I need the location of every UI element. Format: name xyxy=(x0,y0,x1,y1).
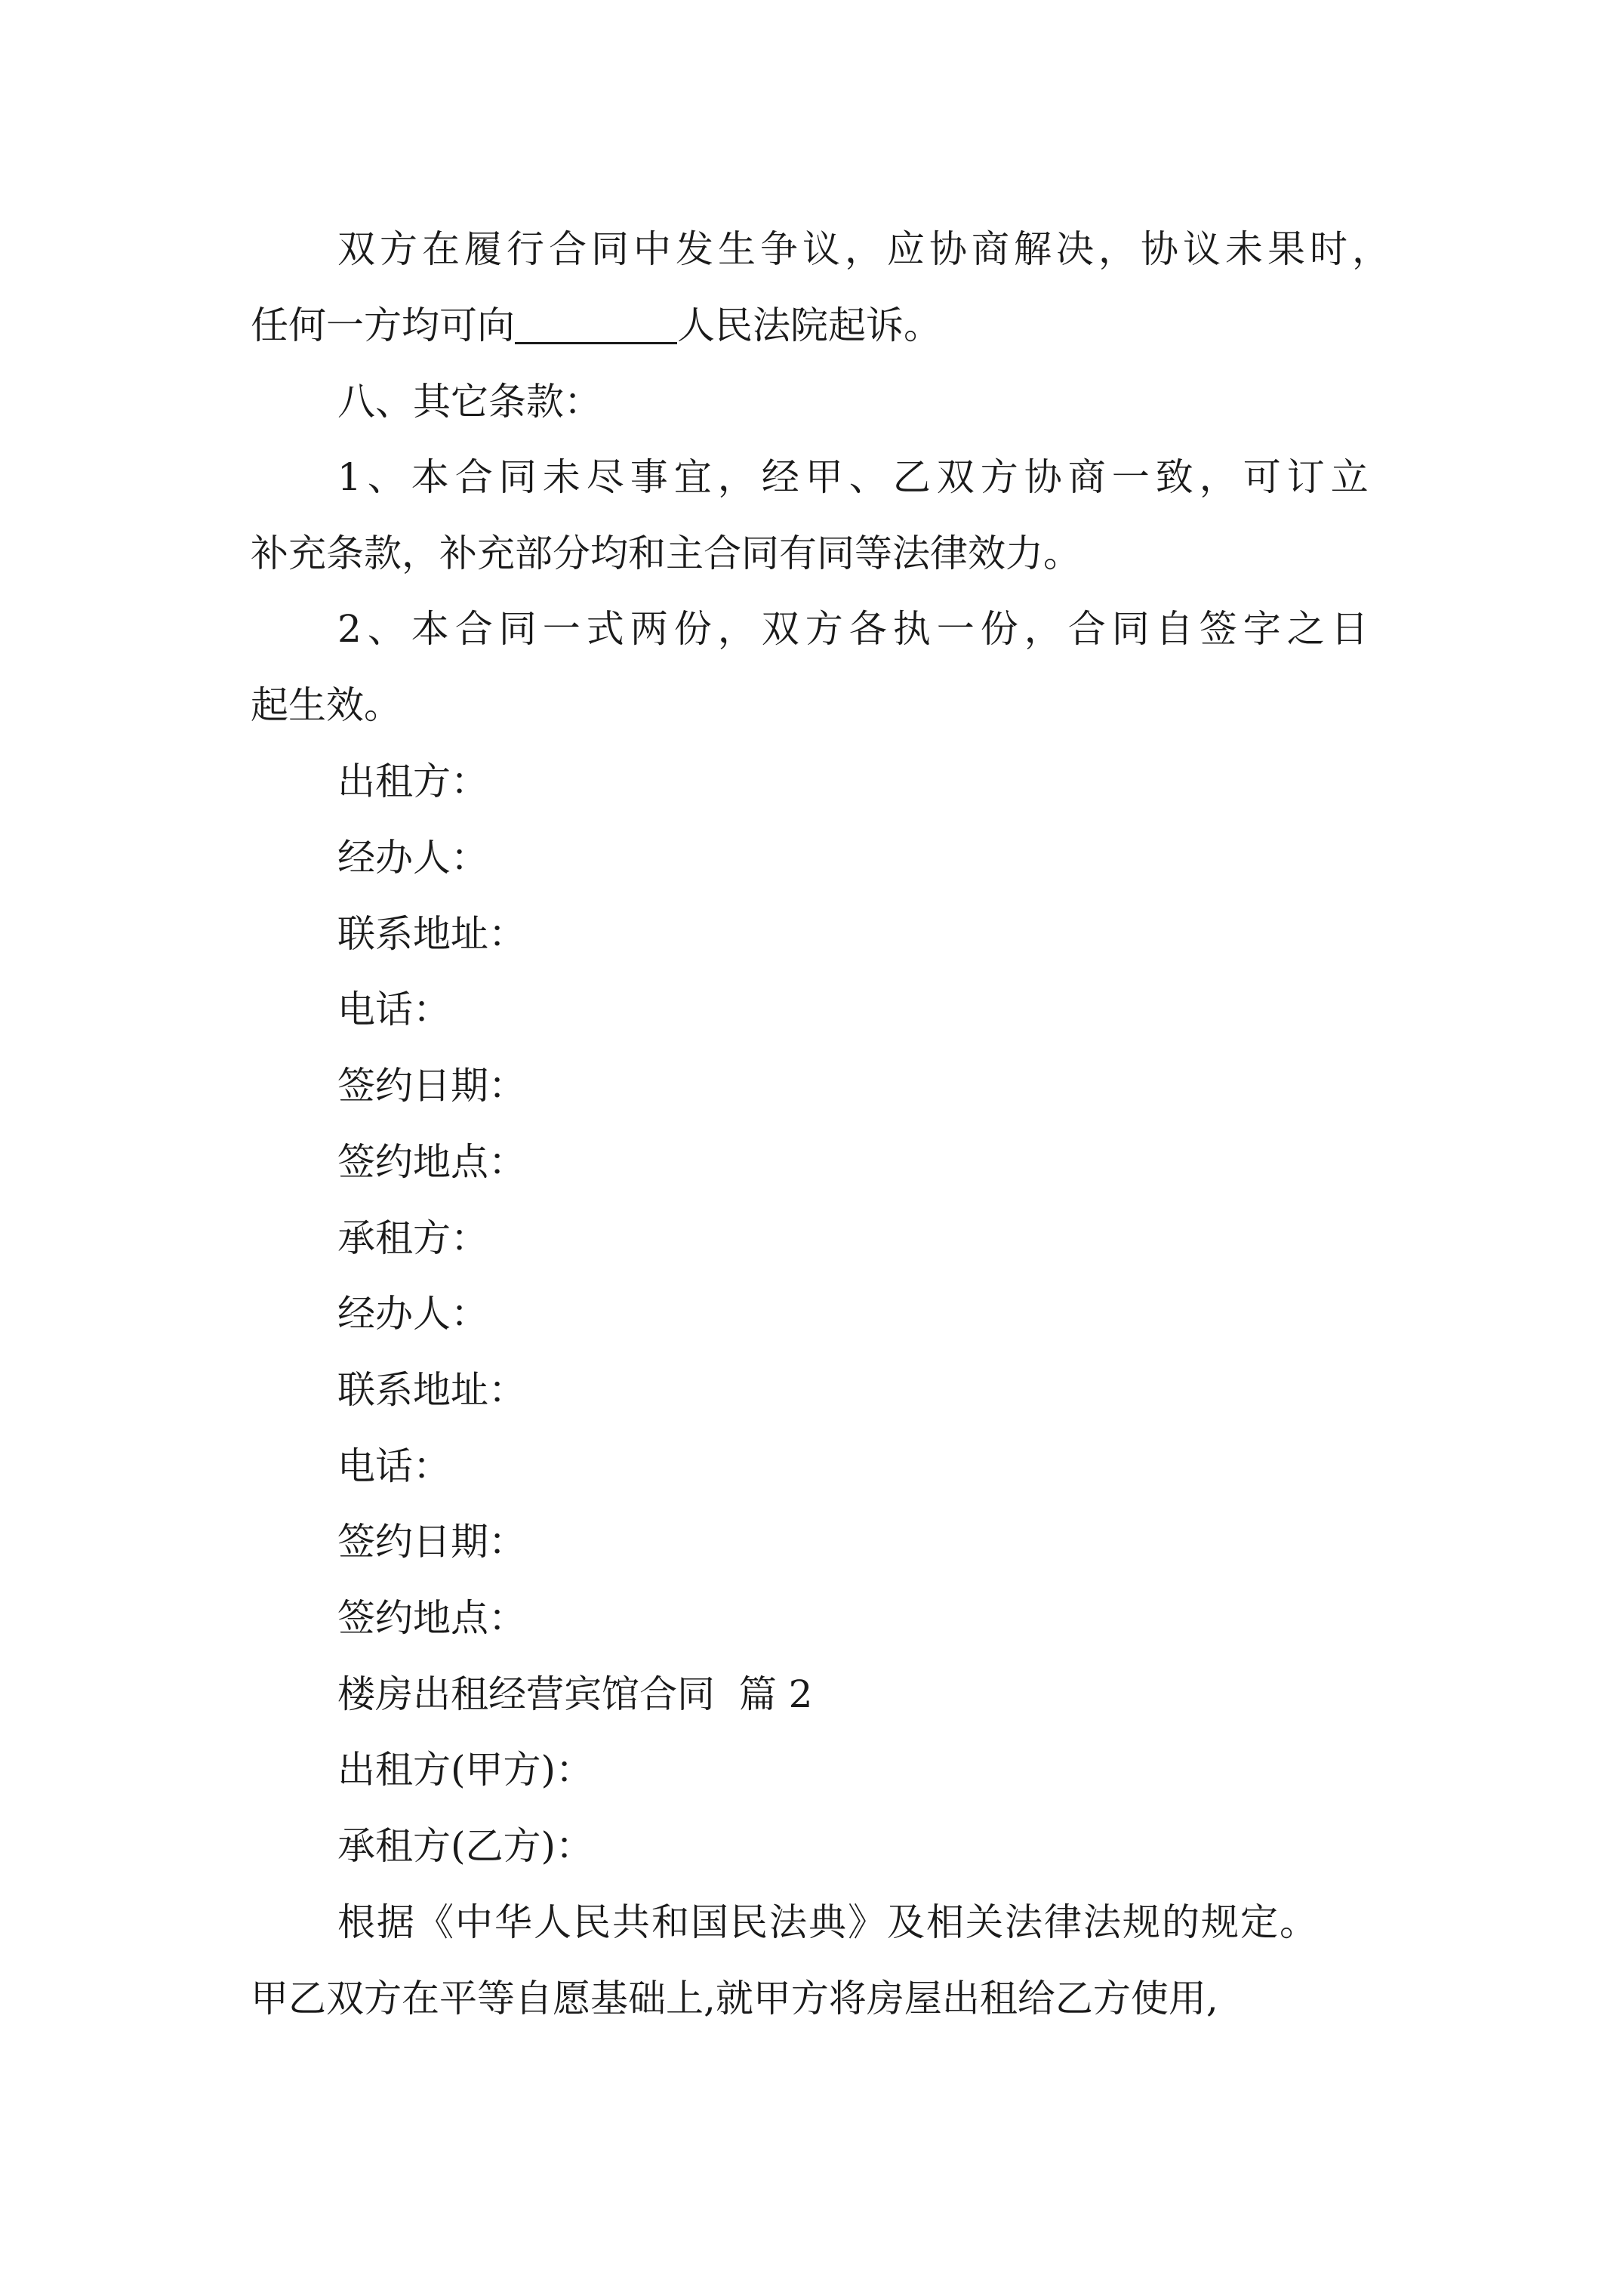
section2-intro-line1: 根据《中华人民共和国民法典》及相关法律法规的规定。 xyxy=(337,1900,1319,1944)
lessee-sign-place-label: 签约地点： xyxy=(337,1596,526,1640)
lessee-party-label: 承租方： xyxy=(337,1216,488,1260)
lessor-phone-label: 电话： xyxy=(337,988,451,1031)
clause-1-line2: 补充条款，补充部分均和主合同有同等法律效力。 xyxy=(251,532,1081,575)
dispute-text-before-blank: 任何一方均可向 xyxy=(251,304,515,347)
lessee-handler-label: 经办人： xyxy=(337,1292,488,1336)
lessee-address-label: 联系地址： xyxy=(337,1368,526,1412)
paragraph-dispute-line1: 双方在履行合同中发生争议，应协商解决，协议未果时， xyxy=(337,227,1394,271)
dispute-text-after-blank: 人民法院起诉。 xyxy=(677,304,941,347)
clause-1-line1: 1、本合同未尽事宜，经甲、乙双方协商一致，可订立 xyxy=(337,455,1375,499)
paragraph-dispute-line2 xyxy=(251,303,941,348)
section-heading-other-terms: 八、其它条款： xyxy=(337,380,602,424)
court-name-blank xyxy=(515,303,677,344)
lessor-sign-place-label: 签约地点： xyxy=(337,1140,526,1184)
lessor-party-label: 出租方： xyxy=(337,760,488,803)
section2-intro-line2: 甲乙双方在平等自愿基础上,就甲方将房屋出租给乙方使用, xyxy=(251,1977,1218,2020)
section2-lessee-label: 承租方(乙方)： xyxy=(337,1824,594,1868)
clause-2-line2: 起生效。 xyxy=(251,683,402,727)
clause-2-line1: 2、本合同一式两份，双方各执一份，合同自签字之日 xyxy=(337,607,1375,651)
lessor-sign-date-label: 签约日期： xyxy=(337,1064,526,1108)
lessor-handler-label: 经办人： xyxy=(337,836,488,880)
lessee-sign-date-label: 签约日期： xyxy=(337,1520,526,1564)
lessor-address-label: 联系地址： xyxy=(337,912,526,956)
section2-title: 楼房出租经营宾馆合同 篇 2 xyxy=(337,1672,813,1716)
section2-lessor-label: 出租方(甲方)： xyxy=(337,1748,594,1792)
lessee-phone-label: 电话： xyxy=(337,1444,451,1488)
